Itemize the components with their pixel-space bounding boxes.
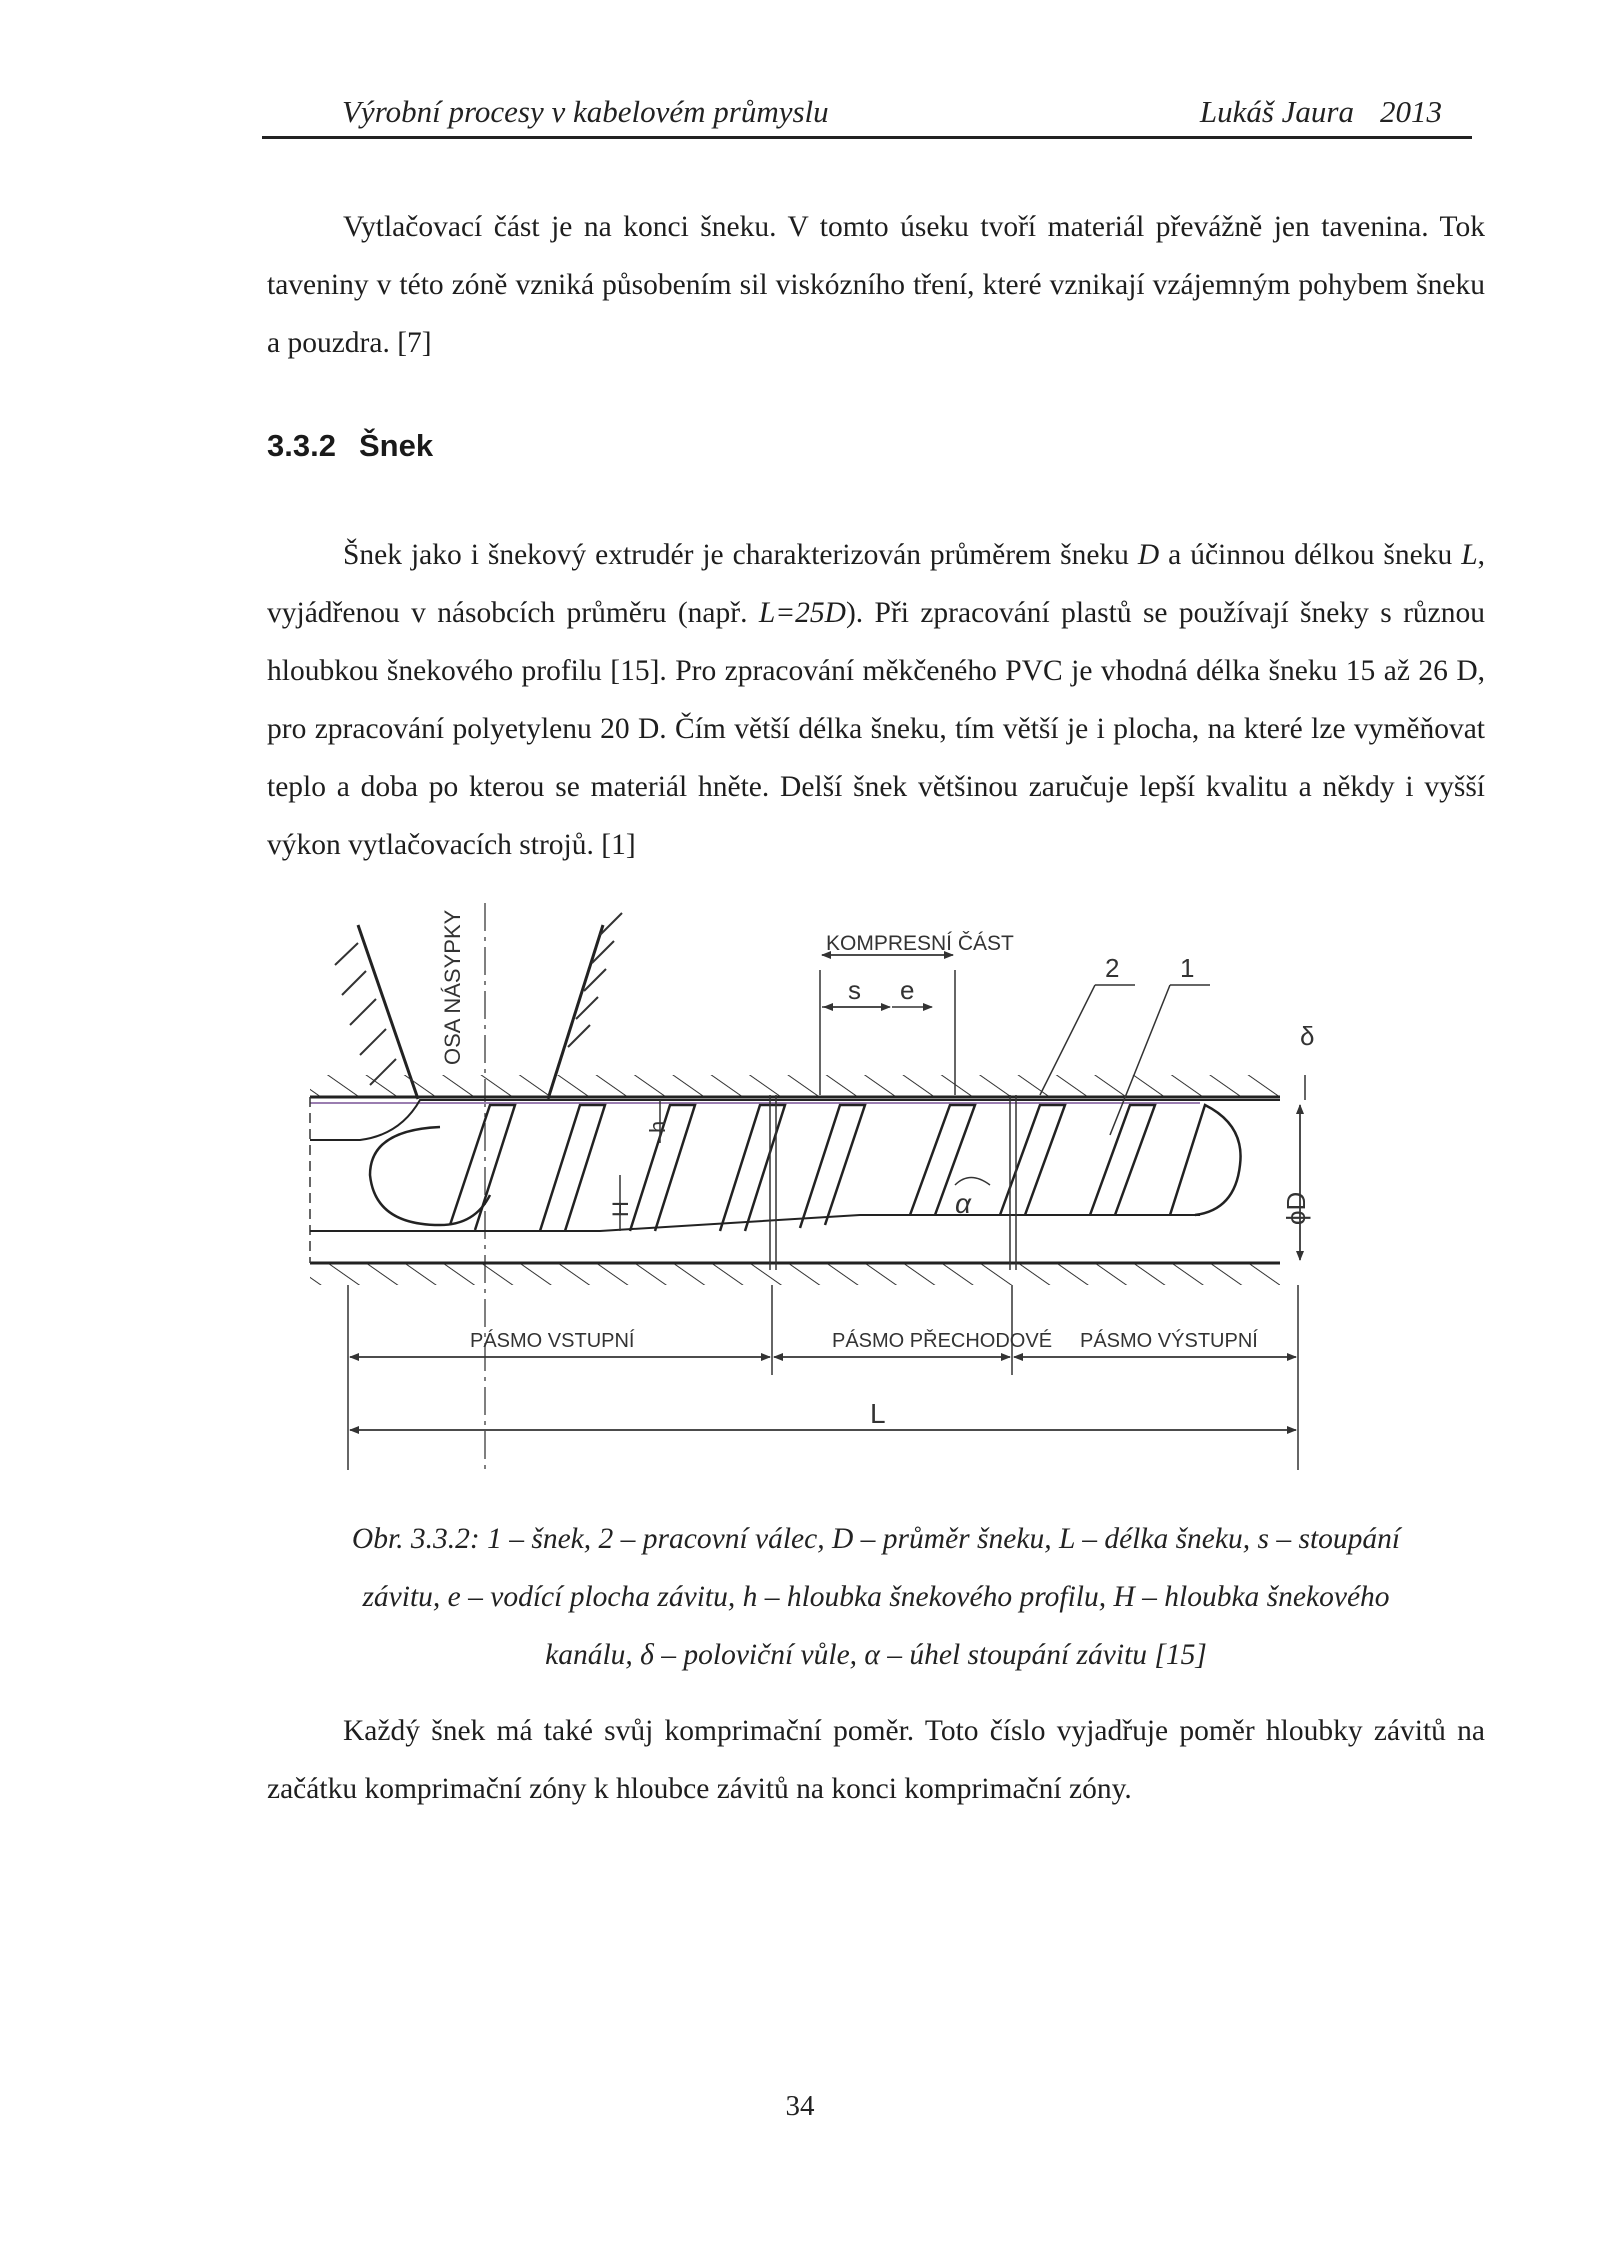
label-2: 2 (1105, 953, 1120, 983)
header-year: 2013 (1380, 94, 1442, 129)
section-title: Šnek (359, 428, 434, 463)
label-feed-zone: PÁSMO VSTUPNÍ (470, 1330, 635, 1352)
page-header (262, 92, 1472, 139)
label-compression: KOMPRESNÍ ČÁST (826, 932, 1014, 955)
header-author-year (1200, 94, 1442, 130)
label-1: 1 (1180, 953, 1195, 983)
hopper (335, 913, 622, 1099)
section-heading (267, 428, 433, 464)
section-number: 3.3.2 (267, 428, 336, 463)
figure-caption (267, 1510, 1485, 1684)
label-delta: δ (1300, 1021, 1315, 1051)
screw-diagram (300, 895, 1480, 1480)
label-h: h (645, 1120, 670, 1133)
label-phiD: ϕD (1281, 1191, 1311, 1225)
label-s: s (848, 975, 861, 1005)
label-L: L (870, 1398, 886, 1429)
symbol-D: D (1137, 539, 1160, 571)
screw-drawing (300, 895, 1480, 1480)
screw-flights (450, 1105, 1241, 1231)
text-run: ). Při zpracování plastů se používají šneky s různou hloubkou šnekového profilu [15]. Pro zpracování měkčeného PVC je vhodná délka šneku 15 až 26 D, pro zpracování polyetylenu 20 D. Čím větší délka šneku, tím větší je i plocha, na které lze vyměňovat teplo a doba po kterou se materiál hněte. Delší šnek většinou zaručuje lepší kvalitu a někdy i vyšší výkon vytlačovacích strojů. [1] (267, 597, 1486, 861)
label-hopper-axis: OSA NÁSYPKY (440, 909, 465, 1065)
label-transition-zone: PÁSMO PŘECHODOVÉ (832, 1330, 1053, 1352)
label-output-zone: PÁSMO VÝSTUPNÍ (1080, 1330, 1258, 1352)
header-title: Výrobní procesy v kabelovém průmyslu (342, 94, 829, 129)
paragraph-extrusion-part: Vytlačovací část je na konci šneku. V tomto úseku tvoří materiál převážně jen tavenina. Tok taveniny v této zóně vzniká působením sil viskózního tření, které vznikají vzájemným pohybem šneku a pouzdra. [7] (267, 211, 1485, 359)
label-H: H (608, 1201, 633, 1217)
barrel (310, 1075, 1280, 1285)
caption-line: závitu, e – vodící plocha závitu, h – hloubka šnekového profilu, H – hloubka šnekového (362, 1581, 1390, 1613)
text-run: , vyjádřenou v násobcích průměru (např. (267, 539, 1486, 629)
page-number: 34 (785, 2090, 815, 2122)
label-alpha: α (955, 1188, 971, 1219)
paragraph-compression-ratio: Každý šnek má také svůj komprimační poměr. Toto číslo vyjadřuje poměr hloubky závitů na začátku komprimační zóny k hloubce závitů na konci komprimační zóny. (267, 1715, 1485, 1805)
symbol-L: L (1461, 539, 1478, 571)
header-author: Lukáš Jaura (1199, 94, 1354, 129)
caption-line: Obr. 3.3.2: 1 – šnek, 2 – pracovní válec, D – průměr šneku, L – délka šneku, s – stoupání (351, 1523, 1401, 1555)
caption-line: kanálu, δ – poloviční vůle, α – úhel stoupání závitu [15] (545, 1639, 1207, 1671)
screw-tip (370, 1127, 490, 1225)
text-run: Šnek jako i šnekový extrudér je charakterizován průměrem šneku (343, 539, 1138, 571)
example-formula: L=25D (758, 597, 846, 629)
label-e: e (900, 975, 915, 1005)
paragraph-screw (267, 526, 1485, 874)
text-run: a účinnou délkou šneku (1159, 539, 1462, 571)
